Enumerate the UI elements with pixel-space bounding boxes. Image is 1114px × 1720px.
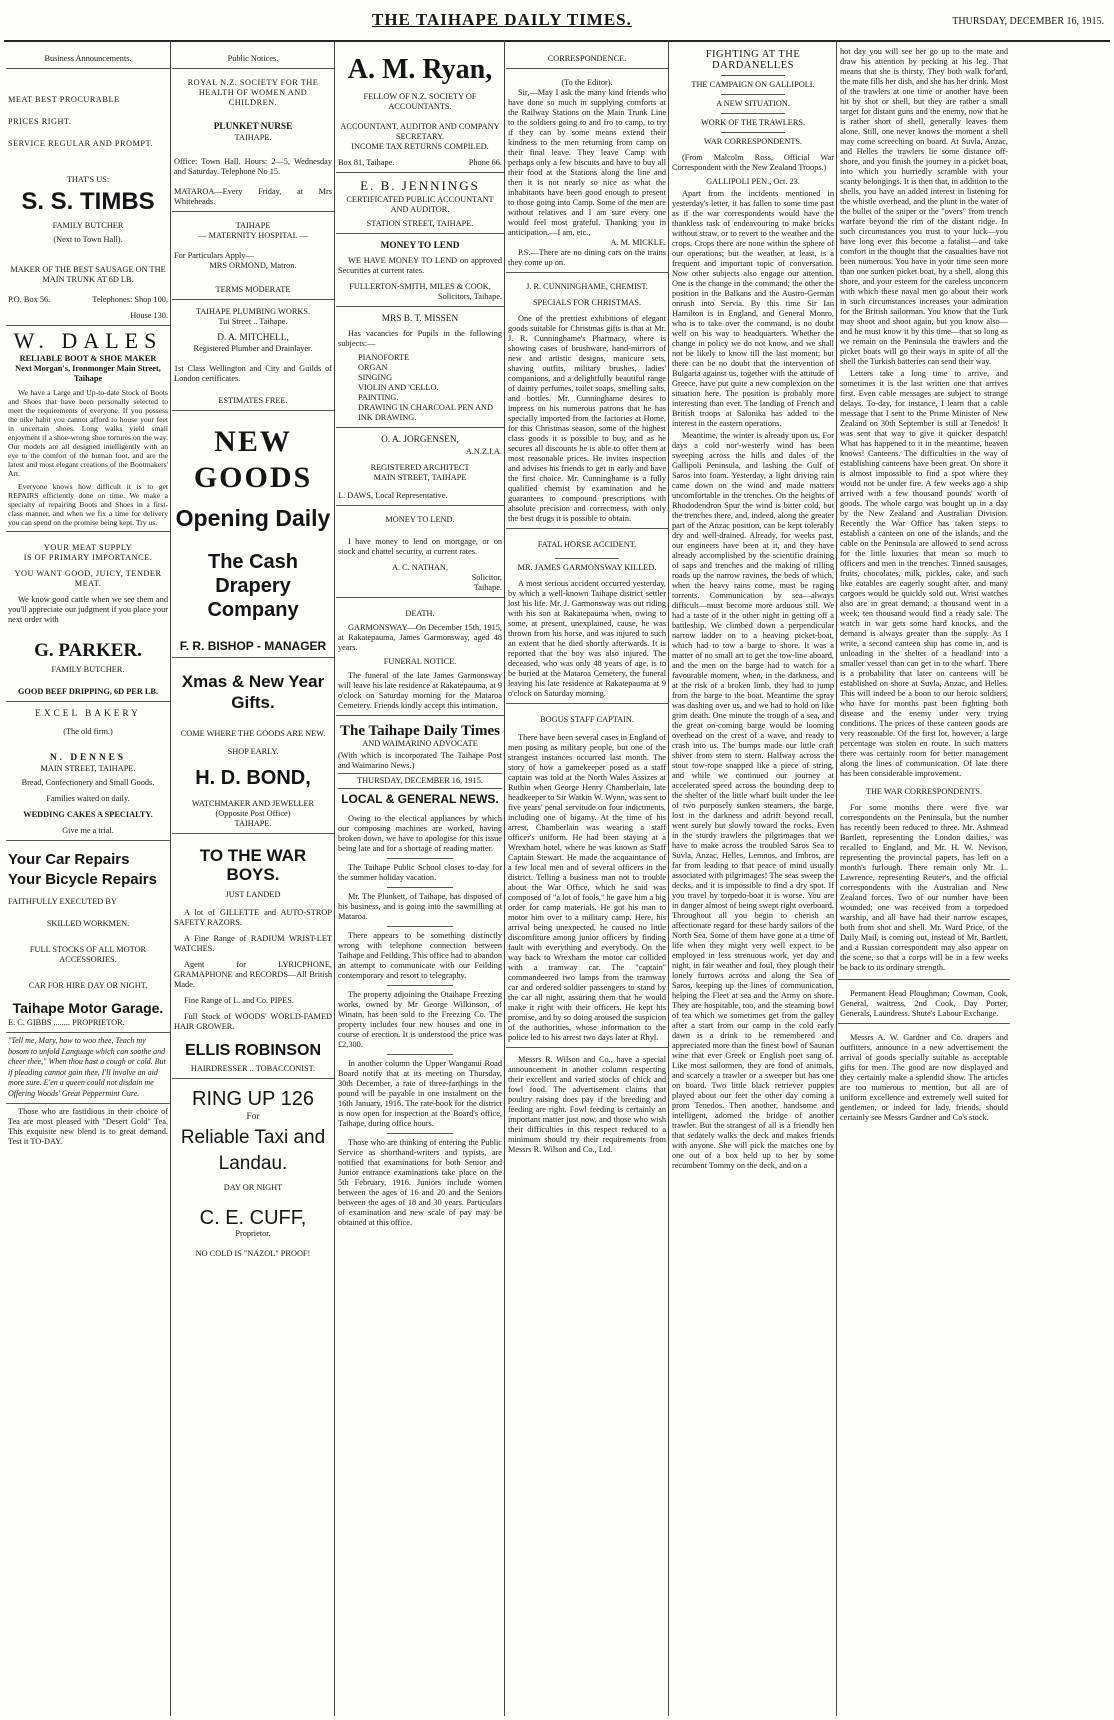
nathan-name: A. C. NATHAN, — [391, 562, 448, 572]
maternity-apply: For Particulars Apply— — [174, 251, 254, 261]
news-paragraph: The Taihape Public School closes to-day for the summer holiday vacation. — [338, 863, 502, 883]
timbs-trade: FAMILY BUTCHER — [52, 221, 124, 231]
section-header: Public Notices. — [172, 44, 334, 69]
jennings-address: STATION STREET, TAIHAPE. — [366, 219, 474, 228]
war-boys-title: TO THE WAR BOYS. — [199, 845, 307, 884]
to-editor: (To the Editor). — [561, 78, 613, 87]
fatal-accident-article — [506, 529, 668, 704]
local-news-title: LOCAL & GENERAL NEWS. — [341, 792, 499, 807]
new-goods: NEW GOODS — [193, 425, 313, 495]
fatal-subtitle: MR. JAMES GARMONSWAY KILLED. — [517, 563, 657, 572]
maternity-matron: MRS ORMOND, Matron. — [209, 261, 297, 271]
dales-name: W. DALES — [13, 328, 163, 354]
ryan-name: A. M. Ryan, — [347, 54, 493, 85]
gardner-text: Messrs A. W. Gardner and Co. drapers and outfitters, announce in a new advertisement the arrival of goods specially suitable as acceptable gifts for men. The good are now displayed and they certainly make a splendid show. The articles are too numerous to mention, but all are of uniform excellence and extremely well suited for gentlemen, or indeed for lady, friends, should certainly see Messrs Gardner and Co's stock. — [840, 1033, 1008, 1122]
xmas-title: SPECIALS FOR CHRISTMAS. — [532, 298, 642, 307]
nathan-advert — [336, 506, 504, 598]
dennes-families: Families waited on daily. — [46, 793, 130, 803]
plunket-mataroa: MATAROA—Every Friday, at Mrs Whiteheads. — [174, 187, 332, 207]
article-paragraph: hot day you will see her go up to the mate and draw his attention by pecking at his leg. That means that she is thirsty. They both walk for'ard, the mate fills her dish, and she has her drink. Most of the trawlers at one time or another have been hit by shot or shell, but they are rather a small target for distant guns and the enemy, now that he is rather short of shell, generally leaves them alone. Still, one never knows the moment a shell may come screeching on board. At Suvla, Anzac, and Helles the trawlers lie some distance off-shore, and you finish the journey in a picket boat, into which you hurriedly scramble with your scanty belongings. It is then that, in addition to the shells, you have an added interest in listening for the whistle overhead, and the plunt in the water of the bullet of the sniper or the "overs" from trench warfare beyond the rim of the distant ridge. In such circumstances you trust to your luck—you have long ever this become a fatalist—and take comfort in the thought that the casualties have not been numerous. You have in your time seen more than one sunken picket boat, by a shell, along this shore, and your esteem for the careless unconcern with which these naval men go about their work in such circumstances increases your admiration for the British sailorman. You know that the Turk may shoot and shoot again, but you know also—and he must know it by this time—that so long as we remain on the Peninsula the trawlers and the picket boats will go their ways in spite of all the shell the Turkish batteries can send their way. — [840, 47, 1008, 366]
rule — [387, 887, 453, 888]
bond-come: COME WHERE THE GOODS ARE NEW. — [180, 728, 326, 738]
ryan-advert — [336, 44, 504, 173]
war-correspondents-title: THE WAR CORRESPONDENTS. — [865, 787, 983, 796]
news-paragraph: Owing to the electical appliances by which our composing machines are worked, having broken down, we have to apologise for this issue being late and for a shortage of reading matter. — [338, 814, 502, 854]
missen-name: MRS B. T. MISSEN — [381, 314, 459, 325]
dennes-heading: EXCEL BAKERY — [35, 709, 141, 720]
dennes-wedding: WEDDING CAKES A SPECIALTY. — [23, 809, 153, 819]
garage-line: SKILLED WORKMEN. — [46, 918, 130, 928]
meat-line: SERVICE REGULAR AND PROMPT. — [8, 139, 153, 148]
wilson-text: Messrs R. Wilson and Co., have a special announcement in another column respecting their excellent and varied stocks of chick and fowl food. The advertisement claims that poultry raising does pay if the breeding and feeding are right. Fowl feeding is certainly an important matter just now, and those who wish their difficulties in this respect reduced to a minimum should try their requirements from Messrs R. Wilson and Co., Ltd. — [508, 1055, 666, 1154]
subject-item: PIANOFORTE — [358, 353, 410, 363]
letter-text: Sir,—May I ask the many kind friends who have done so much in supplying comforts at the Railway Stations on the Main Trunk Line to the soldiers going to and fro to camp, to try if they can by some means extend their kindness to the men returning from camp on their final leave. They leave Camp with perhaps only a few biscuits and have to buy all their food at the Stations along the line and then it is not nearly so nice as what the inhabitants have been good enough to present to those going into Camp. Some of the men are without relatives and I am sure every one would feel most grateful. Thanking you in anticipation.—I am, etc., — [508, 88, 666, 237]
dennes-trial: Give me a trial. — [62, 825, 114, 835]
plunket-notice — [172, 69, 334, 212]
cuff-name: C. E. CUFF, — [199, 1207, 307, 1230]
jennings-advert — [336, 173, 504, 234]
labour-text: Permanent Head Ploughman; Cowman, Cook, General, waitress, 2nd Cook, Day Porter, Generals, Laundress. Shute's Labour Exchange. — [840, 989, 1008, 1018]
timbs-location: (Next to Town Hall). — [53, 235, 123, 245]
column-dardanelles — [670, 44, 836, 1716]
ryan-fellow: FELLOW OF N.Z. SOCIETY OF ACCOUNTANTS. — [363, 91, 477, 111]
garage-proprietor: E. C. GIBBS ........ PROPRIETOR. — [8, 1018, 125, 1028]
timbs-telephone: Telephones: Shop 100, — [92, 295, 168, 305]
parker-heading: YOU WANT GOOD, JUICY, TENDER MEAT. — [14, 568, 162, 588]
plumbing-registered: Registered Plumber and Drainlayer. — [193, 344, 313, 354]
article-subtitle: WAR CORRESPONDENTS. — [703, 137, 803, 147]
meat-line: PRICES RIGHT. — [8, 117, 72, 126]
cuff-taxi: Reliable Taxi and Landau. — [180, 1127, 326, 1175]
dales-tagline: RELIABLE BOOT & SHOE MAKER — [19, 353, 157, 363]
article-title: FIGHTING AT THE DARDANELLES — [705, 49, 801, 72]
ryan-tax: INCOME TAX RETURNS COMPILED. — [351, 141, 489, 151]
rule — [387, 985, 453, 986]
parker-heading: IS OF PRIMARY IMPORTANCE. — [23, 552, 153, 562]
jorgensen-rep: L. DAWS, Local Representative. — [338, 490, 448, 500]
fatal-text: A most serious accident occurred yesterday, by which a well-known Taihape district settler lost his life. Mr. J. Garmonsway was out riding with his son at Rakatepauma when, owing to some, at present, unexplained, cause, he was thrown from his horse, and was injured to such an extent that he died shortly afterwards. It is reported that the boy was also injured. The deceased, who was only 48 years of age, is to be buried at the Mataroa Cemetery, the funeral leaving his late residence at Rakatepauma at 9 o'clock on Saturday morning. — [508, 579, 666, 698]
timbs-box: P.O. Box 56. — [8, 295, 51, 305]
money-title: MONEY TO LEND — [380, 241, 460, 251]
rule — [387, 1133, 453, 1134]
money-to-lend-advert — [336, 234, 504, 307]
nathan-solicitor: Solicitor, — [471, 572, 502, 582]
plunket-office: Office: Town Hall. Hours: 2—5, Wednesday and Saturday. Telephone No 15. — [174, 157, 332, 177]
parker-advert — [6, 532, 170, 703]
bogus-captain-article — [506, 704, 668, 1048]
article-paragraph: Meantime, the winter is already upon us. For days a cold nor'-westerly wind has been sweeping across the hills and dales of the Gallipoli Peninsula, and lashing the Gulf of Saros into foam. Yesterday, a light driving rain came down on the wind and made matters uncomfortable in the trenches. On the heights of Rhododendron Spur the wind is bitter cold, but the trenches there, and, indeed, along the greater part of the Anzac position, can be kept tolerably dry and well-drained. Already, for weeks past, our engineers have been at it, and they have already accomplished by the scientific draining of saps and trenches and the making of rilling roads up the narrow ravines, the beds of which, when the heavy rains come, must be raging torrents. Communication by sea—always difficult—must become more arduous still. We had a taste of it the other night in getting off a battleship. We climbed down a perpendicular narrow ladder on to a heaving picket-boat, which had to tow a barge to shore. It was a matter of no small art to get the tow-line aboard, and the men on the barge had to watch for a favourable moment, when, in the darkness, and at the risk of a broken limb, they had to jump from the barge to the boat. Meantime the spray was dashing over us, and we had to hold on like grim death. One minute the trough of a sea, and the great on-coming barge would be looming overhead on the crest of a wave, and ready to crash into us. The bumps made our little craft shiver from stem to stern. Halfway across the stout tow-rope snapped like a piece of string, and while we continued our journey at accelerated speed across the bounding deep to the shelter of the little wharf built under the lee of two purposely sunken steamers, the barge, lost in the darkness and adrift beyond recall, went surely but slowly toward the rocks. Even in the sturdy trawlers the pilgrimages that we have to make across the troubled Saros Sea to Suvla, Anzac, Helles, Lemnos, and Imbros, are far from leading to that peace of mind usually associated with pilgrimages! The seas sweep the decks, and it is impossible to find a dry spot. If you travel by torpedo-boat it is worse. You are in danger almost of being swept right overboard. Throughout all you begin to cherish an affectionate regard for these hardy sailors of the North Sea. Some of them have gone at a time of life when they might very well expect to be employed in less strenuous work, yet day and night, in fair weather and foul, they plough their lonely furrows across and along the Sea of Saros, keeping up the lines of communication, helping the Fleet at sea and the Army on shore. They are hospitable, too, and the steaming bowl of tea which we sometimes get from the galley after a start from our camp in the cold early dawn is a drink to be remembered and appreciated more than the finest bowl of Saunan wine that ever Greek or English poet sang of. Like most sailormen, they are fond of animals, and scarcely a trawler or a sweeper but has one on board. Two little black retriever puppies played about our feet the other day coming a prom Tenedos. Then another, handsome and intelligent, adorned the bridge of another trawler. But the strangest of all is a friendly hen that sedately walks the deck and makes friends with anyone. She will pick the matches one by one out of a box held up to her by some recumbent Tommy on the deck, and on a — [672, 431, 834, 1171]
subject-item: PAINTING. — [358, 393, 399, 403]
dennes-advert — [6, 702, 170, 840]
article-subtitle: THE CAMPAIGN ON GALLIPOLI. — [691, 80, 815, 90]
jennings-role: CERTIFICATED PUBLIC ACCOUNTANT AND AUDITOR. — [346, 195, 494, 214]
death-text: GARMONSWAY—On December 15th, 1915, at Rakatepauma, James Garmonsway, aged 48 years. — [338, 622, 502, 652]
xmas-gifts: Xmas & New Year Gifts. — [181, 671, 325, 712]
parker-trade: FAMILY BUTCHER. — [51, 665, 125, 675]
column-public-notices — [172, 44, 334, 1716]
rule — [721, 132, 786, 133]
rule — [387, 926, 453, 927]
dales-paragraph: We have a Large and Up-to-date Stock of Boots and Shoes that have been personally selected to meet the requirements of everyone. If you possess the nike habit you cannot afford to house your feet in uncertain shoes. Long walks yield small enjoyment if a shoe-wrong shoe tortures on the way. Our models are all designed intelligently with an eye to the comfort of the human foot, and are the latest and most elegant creations of the Bootmakers' Art. — [8, 387, 168, 478]
wilson-article — [506, 1048, 668, 1159]
bond-opposite: (Opposite Post Office) — [215, 808, 291, 818]
war-item: Agent for LYRICPHONE, GRAMAPHONE and RECORDS—All British Made. — [174, 960, 332, 990]
money-solicitors: Solicitors, Taihape. — [437, 292, 502, 302]
bond-advert — [172, 658, 334, 834]
ellis-trade: HAIRDRESSER .. TOBACCONIST. — [190, 1063, 316, 1073]
article-source: (From Malcolm Ross, Official War Correspondent with the New Zealand Troops.) — [672, 153, 834, 173]
plumbing-title: TAIHAPE PLUMBING WORKS. — [195, 307, 311, 317]
jorgensen-anzia: A.N.Z.I.A. — [465, 446, 502, 456]
missen-subjects — [338, 353, 502, 423]
column-divider — [504, 40, 505, 1716]
opening-daily: Opening Daily — [175, 505, 331, 532]
dales-location: Next Morgan's, Ironmonger Main Street, Taihape — [15, 363, 161, 383]
jorgensen-advert — [336, 428, 504, 505]
news-paragraph: Mr. The Plunkett, of Taihape, has disposed of his business, and is going into the sawmilling at Mataroa. — [338, 892, 502, 922]
garage-heading: Your Car Repairs — [8, 850, 130, 868]
plumbing-name: D. A. MITCHELL, — [217, 333, 289, 344]
dales-advert — [6, 326, 170, 531]
war-item: Fine Range of L. and Co. PIPES. — [184, 996, 294, 1006]
paper-subtitle: AND WAIMARINO ADVOCATE — [362, 739, 478, 749]
fatal-title: FATAL HORSE ACCIDENT. — [537, 540, 637, 549]
section-header: Business Announcements. — [6, 44, 170, 69]
dales-paragraph: Everyone knows how difficult it is to get REPAIRS efficiently done on time. We make a specialty of repairing Boots and Shoes in a first-class manner, and when we fix a time for delivery you can spend on the promise being kept. Try us. — [8, 481, 168, 527]
parker-name: G. PARKER. — [34, 639, 142, 661]
column-divider — [836, 40, 837, 1716]
cash-company: The Cash Drapery Company — [207, 550, 299, 621]
jorgensen-name: O. A. JORGENSEN, — [381, 435, 459, 446]
subject-item: DRAWING IN CHARCOAL PEN AND INK DRAWING. — [358, 403, 494, 423]
plumbing-address: Tui Street .. Taihape. — [218, 317, 288, 327]
war-item: A lot of GILLETTE and AUTO-STROP SAFETY RAZORS. — [174, 908, 332, 928]
cunninghame-article — [506, 273, 668, 529]
parker-heading: YOUR MEAT SUPPLY — [43, 542, 133, 552]
letter-signature: A. M. MICKLE. — [610, 238, 666, 247]
editorial-block — [336, 716, 504, 1235]
maternity-title: — MATERNITY HOSPITAL — — [198, 231, 308, 241]
article-subtitle: A NEW SITUATION. — [716, 99, 790, 109]
rule — [721, 75, 786, 76]
garage-line: FAITHFULLY EXECUTED BY — [8, 896, 117, 906]
plumbing-certificates: 1st Class Wellington and City and Guilds of London certificates. — [174, 364, 332, 384]
jorgensen-address: MAIN STREET, TAIHAPE — [373, 472, 467, 482]
news-paragraph: There appears to be something distinctly wrong with telephone connection between Taihape and Feilding. This office had to abandon an attempt to communicate with our Feilding contemporary and resort to telegraphy. — [338, 931, 502, 981]
ryan-box: Box 81, Taihape. — [338, 157, 395, 167]
garage-line: CAR FOR HIRE DAY OR NIGHT. — [28, 980, 148, 990]
column-dardanelles-continued — [838, 44, 1010, 1716]
just-landed: JUST LANDED — [225, 890, 281, 900]
dennes-name: N. DENNES — [49, 752, 127, 763]
bogus-title: BOGUS STAFF CAPTAIN. — [540, 715, 634, 724]
nathan-title: MONEY TO LEND. — [385, 514, 455, 524]
rule — [387, 1054, 453, 1055]
paper-incorporated: (With which is incorporated The Taihape Post and Waimarino News.) — [338, 751, 502, 771]
bond-shop-early: SHOP EARLY. — [227, 746, 279, 756]
newspaper-title: THE TAIHAPE DAILY TIMES. — [372, 10, 632, 29]
tea-text: Those who are fastidious in their choice of Tea are most pleased with "Desert Gold" Tea. This exquisite new blend is to great demand. Test it TO-DAY. — [8, 1107, 168, 1147]
bond-name: H. D. BOND, — [195, 766, 311, 789]
war-item: Full Stock of WOODS' WORLD-FAMED HAIR GROWER. — [174, 1012, 332, 1032]
plumbing-notice — [172, 300, 334, 411]
masthead — [0, 0, 1114, 44]
garage-name: Taihape Motor Garage. — [12, 999, 164, 1016]
thats-us: THAT'S US: — [66, 175, 110, 184]
section-header: CORRESPONDENCE. — [506, 44, 668, 69]
article-subtitle: WORK OF THE TRAWLERS. — [700, 118, 806, 128]
funeral-text: The funeral of the late James Garmonsway will leave his late residence at Rakatepauma, at 9 o'clock on Saturday morning for the Mataroa Cemetery. Friends kindly accept this intimation. — [338, 670, 502, 710]
ring-up: RING UP 126 — [192, 1087, 314, 1110]
funeral-title: FUNERAL NOTICE. — [383, 656, 457, 666]
dardanelles-article — [670, 44, 836, 1177]
plunket-location: TAIHAPE. — [234, 133, 272, 143]
column-divider — [334, 40, 335, 1716]
column-divider — [668, 40, 669, 1716]
article-paragraph: Letters take a long time to arrive, and sometimes it is the last written one that arrives first. Even cable messages are subject to strange delays. To-day, for instance, I learn that a cable message that I sent to the Prime Minister of New Zealand on 30th September is still at Tenedos! It was sent that way to give it quicker despatch! What has happened to it in the meantime, heaven knows! Canteens. The difficulties in the way of establishing canteens have been great. On shore it is almost impossible to find a spot where they would not be under fire. A few weeks ago a ship arrived with a few thousand pounds' worth of goods. The whole cargo was bought up in a day by the New Zealand and Australian Division. Recently the War Office has taken steps to establish a canteen on one of the islands, and the cable on the Peninsula are allowed to send across for the little luxuries that mean so much to officers and men in the trenches. Tinned sausages, fruits, chocolates, milk, pickles, cake, and such like eatables are eagerly sought after, and many cargoes would be quickly sold out. Wrist watches also are in great demand; a thousand went in a week; ten thousand would find a ready sale. The watch in war gets some hard knocks, and the demand is always greater than the supply. As I write, a second canteen ship has come in, and is unloading in the shelter of a headland into a smaller vessel than can get in to the wharf. There is a probability that later on canteens will be established on shore at Suvla, Anzac, and Helles. This will indeed be a boon to our heroic soldiers, who have for months past been fighting both disease and the enemy under very trying conditions. The prices of these canteen goods are very reasonable. Of the first lot, however, a large percentage was stolen en route. In such matters there was certainly room for better management along the lines of communication. Of late there has been considerable improvement. — [840, 369, 1008, 778]
news-paragraph: Those who are thinking of entering the Public Service as shorthand-writers and typists, are notified that examinations for both Senior and Junior entrance examinations take place on the 5th February, 1916. Juniors include women between the ages of 16 and 20 and the Seniors between the ages of 18 and 30 years. Particulars of examination and new scale of pay may be obtained at this office. — [338, 1138, 502, 1228]
rule — [555, 558, 618, 559]
jennings-name: E. B. JENNINGS — [360, 177, 480, 193]
garage-heading: Your Bicycle Repairs — [8, 871, 157, 889]
subject-item: VIOLIN AND 'CELLO. — [358, 383, 439, 393]
cunninghame-title: J. R. CUNNINGHAME, CHEMIST. — [526, 282, 648, 291]
paper-date: THURSDAY, DECEMBER 16, 1915. — [338, 773, 502, 789]
dennes-address: MAIN STREET, TAIHAPE. — [40, 763, 136, 773]
news-paragraph: The property adjoining the Otaihape Freezing works, owned by Mr George Wilkinson, of Winatn, has been sold to the Freezing Co. The property includes four new houses and one in course of erection. It is understood the price was £2,300. — [338, 990, 502, 1050]
meat-line: MEAT BEST PROCURABLE — [8, 95, 120, 104]
subject-item: SINGING — [358, 373, 393, 383]
nathan-location: Taihape. — [473, 582, 502, 592]
plumbing-estimates: ESTIMATES FREE. — [218, 396, 288, 406]
timbs-name: S. S. TIMBS — [21, 188, 155, 215]
poem: "Tell me, Mary, how to woo thee, Teach my bosom to unfold Language which can soothe and cheer thee," When thou hast a cough or cold. But if pleading cannot gain thee, I'll involve an aid more sure. E'en a queen could not disdain me Offering Woods' Great Peppermint Cure. — [8, 1036, 166, 1098]
woods-advert — [6, 1033, 170, 1104]
article-paragraph: For some months there were five war correspondents on the Peninsula, but the number has recently been reduced to three. Mr. Ashmead Bartlett, representing the London dailies, was recalled to England, and Mr. H. W. Nevison, representing the provincial papers, has left on a month's furlough. There remain only Mr. L. Lawrence, representing Reuter's, and the official correspondents with the Australian and New Zealand forces. Two of our number have been wounded; one was received from a torpedoed warship, and all have had their narrow escapes, both from shot and shell. Mr. Ward Price, of the Daily Mail, is coming out, instead of Mr. Bartlett, and a Russian correspondent may also appear on the scene, so that a corps will be in a few weeks be back to its ordinary strength. — [840, 803, 1008, 972]
xmas-text: One of the prettiest exhibitions of elegant goods suitable for Christmas gifts is that at Mr. J. R. Cunninghame's Pharmacy, where is showing cases of brushware, hand-mirrors of new and artistic designs, manicure sets, shaving outfits, military brushes, ladies' companions, and a delightfully beautiful range of dainty perfumes, toilet soaps, smelling salts, and bottles. Mr. Cunninghame desires to impress on his numerous patrons that he has specially imported from the factories at Home, for this Christmas season, some of the highest class goods it is possible to buy, and as he secures all discounts he is able to offer them at most reasonable prices. He invites inspection and advises his friends to get in early and have the first choice. Mr. Cunninghame is a fully qualified chemist by examination and he guarantees to compound prescriptions with absolute precision and correctness, with only the best drugs it is possible to obtain. — [508, 314, 666, 523]
war-item: A Fine Range of RADIUM WRIST-LET WATCHES. — [174, 934, 332, 954]
letter-ps: P.S.—There are no dining cars on the trains they come up on. — [508, 248, 666, 267]
gardner-notice — [838, 1024, 1010, 1127]
money-firm: FULLERTON-SMITH, MILES & COOK, — [349, 282, 491, 292]
labour-exchange-notice — [838, 980, 1010, 1024]
article-dateline: GALLIPOLI PEN., Oct. 23. — [706, 177, 800, 187]
parker-dripping: GOOD BEEF DRIPPING, 6D PER LB. — [17, 687, 159, 697]
cuff-advert — [172, 1079, 334, 1263]
timbs-advert — [6, 69, 170, 326]
money-text: WE HAVE MONEY TO LEND on approved Securities at current rates. — [338, 256, 502, 276]
tea-advert — [6, 1104, 170, 1151]
article-paragraph: Apart from the incidents mentioned in yesterday's letter, it has fallen to some time past as if the war correspondents would have the thankless task of endeavouring to make bricks without straw, or to revert to the weather and the crops. Crops there are none within the sphere of our operations; but the weather, at least, is a frequent and important topic of conversation. Now other subjects also engage our attention. One is the change in the command; the other the position in the Balkans and the Austro-German onrush into Servia. By this time Sir Ian Hamilton is in England, and General Monro, who is to take over the command, is no doubt well on his way to headquarters. Whether the change in policy we do not know, and we shall not be likely to know till the last moment; but there can be no doubt that the intervention of Bulgaria against us, together with the attitude of Greece, have put quite a new complexion on the situation here. The position is probably more interesting than ever. The landing of French and British troops at Salonika has added to the interest in the eastern operations. — [672, 189, 834, 429]
plunket-title: PLUNKET NURSE — [213, 122, 293, 132]
letter-to-editor — [506, 69, 668, 273]
bond-trade: WATCHMAKER AND JEWELLER — [191, 798, 315, 808]
bogus-text: There have been several cases in England of men posing as military people, but one of the strangest instances occurred last month. The story of how a gamekeeper posed as a staff captain was told at the North Wales Assizes at Ruthin when George Henry Chamberlain, late headkeeper to Sir Watkin W. Wynn, was sent to five years' penal servitude on four indictments, including one of bigamy. At the time of his arrest, Chamberlain was wearing a staff officer's uniform. He had been staying at a Wrexham hotel, where he was known as Staff Captain Stewart. He made the acquaintance of a few local men and of several officers in the district. Telling a business man not to trouble about the War Office, which he said was composed of "a lot of fools," he gave him a big order for camp materials. He got his man to motor him over to a military camp. Here, his arrival being unexpected, he caused no little discomfiture among junior officers by finding fault with everything and everybody. On the way back to Wrexham the motor car collided with a tramway car. The "captain" commandeered two lamps from the tramway car and ordered soldier passengers to stand by the car all night, assuring them that he would make it right with their officers. He kept his promise, and by so doing aroused the suspicion of the authorities, whose information to the police led to his arrest two days later at Rhyl. — [508, 733, 666, 1042]
jorgensen-role: REGISTERED ARCHITECT — [370, 462, 470, 472]
timbs-maker: MAKER OF THE BEST SAUSAGE ON THE MAIN TRUNK AT 6D LB. — [10, 265, 166, 285]
bond-location: TAIHAPE. — [234, 818, 272, 828]
garage-advert — [6, 841, 170, 1033]
garage-line: FULL STOCKS OF ALL MOTOR ACCESSORIES. — [29, 944, 147, 964]
nazol-line: NO COLD IS "NAZOL" PROOF! — [195, 1249, 311, 1259]
column-notices-and-news — [336, 44, 504, 1716]
cuff-proprietor: Proprietor. — [235, 1229, 271, 1239]
ryan-role: ACCOUNTANT, AUDITOR AND COMPANY SECRETARY. — [340, 121, 500, 141]
column-business-announcements — [6, 44, 170, 1716]
war-boys-advert — [172, 834, 334, 1079]
dennes-subheading: (The old firm.) — [63, 726, 113, 736]
timbs-house: House 130. — [130, 311, 168, 321]
column-correspondence — [506, 44, 668, 1716]
death-title: DEATH. — [405, 608, 435, 618]
maternity-notice — [172, 212, 334, 300]
cuff-day-night: DAY OR NIGHT — [223, 1183, 283, 1193]
maternity-terms: TERMS MODERATE — [215, 285, 291, 295]
cash-manager: F. R. BISHOP - MANAGER — [179, 638, 327, 653]
ryan-phone: Phone 66. — [468, 157, 502, 167]
maternity-location: TAIHAPE — [235, 221, 271, 231]
missen-advert — [336, 307, 504, 428]
issue-date: THURSDAY, DECEMBER 16, 1915. — [952, 16, 1104, 27]
rule — [721, 113, 786, 114]
plunket-society: ROYAL N.Z. SOCIETY FOR THE HEALTH OF WOMEN AND CHILDREN. — [187, 78, 319, 107]
nathan-text: I have money to lend on mortgage, or on stock and chattel security, at current rates. — [338, 536, 502, 556]
death-notice — [336, 598, 504, 716]
dardanelles-continued — [838, 44, 1010, 980]
rule — [721, 94, 786, 95]
rule — [387, 858, 453, 859]
cash-drapery-advert — [172, 411, 334, 657]
subject-item: ORGAN — [358, 363, 388, 373]
column-divider — [170, 40, 171, 1716]
cuff-for: For — [246, 1111, 260, 1122]
ellis-name: ELLIS ROBINSON — [184, 1042, 321, 1060]
paper-title: The Taihape Daily Times — [340, 722, 500, 739]
dennes-goods: Bread, Confectionery and Small Goods. — [21, 777, 155, 787]
parker-text: We know good cattle when we see them and you'll appreciate our judgment if you place your next order with — [8, 594, 168, 624]
news-paragraph: In another column the Upper Wanganui Road Board notify that at its meeting on Thursday, 30th December, a rate of three-farthings in the pound will be payable in one instalment on the 16th January, 1916. The rate-book for the district is now open for inspection at the Board's office, Taihape, during office hours. — [338, 1059, 502, 1129]
missen-text: Has vacancies for Pupils in the following subjects:— — [338, 329, 502, 349]
